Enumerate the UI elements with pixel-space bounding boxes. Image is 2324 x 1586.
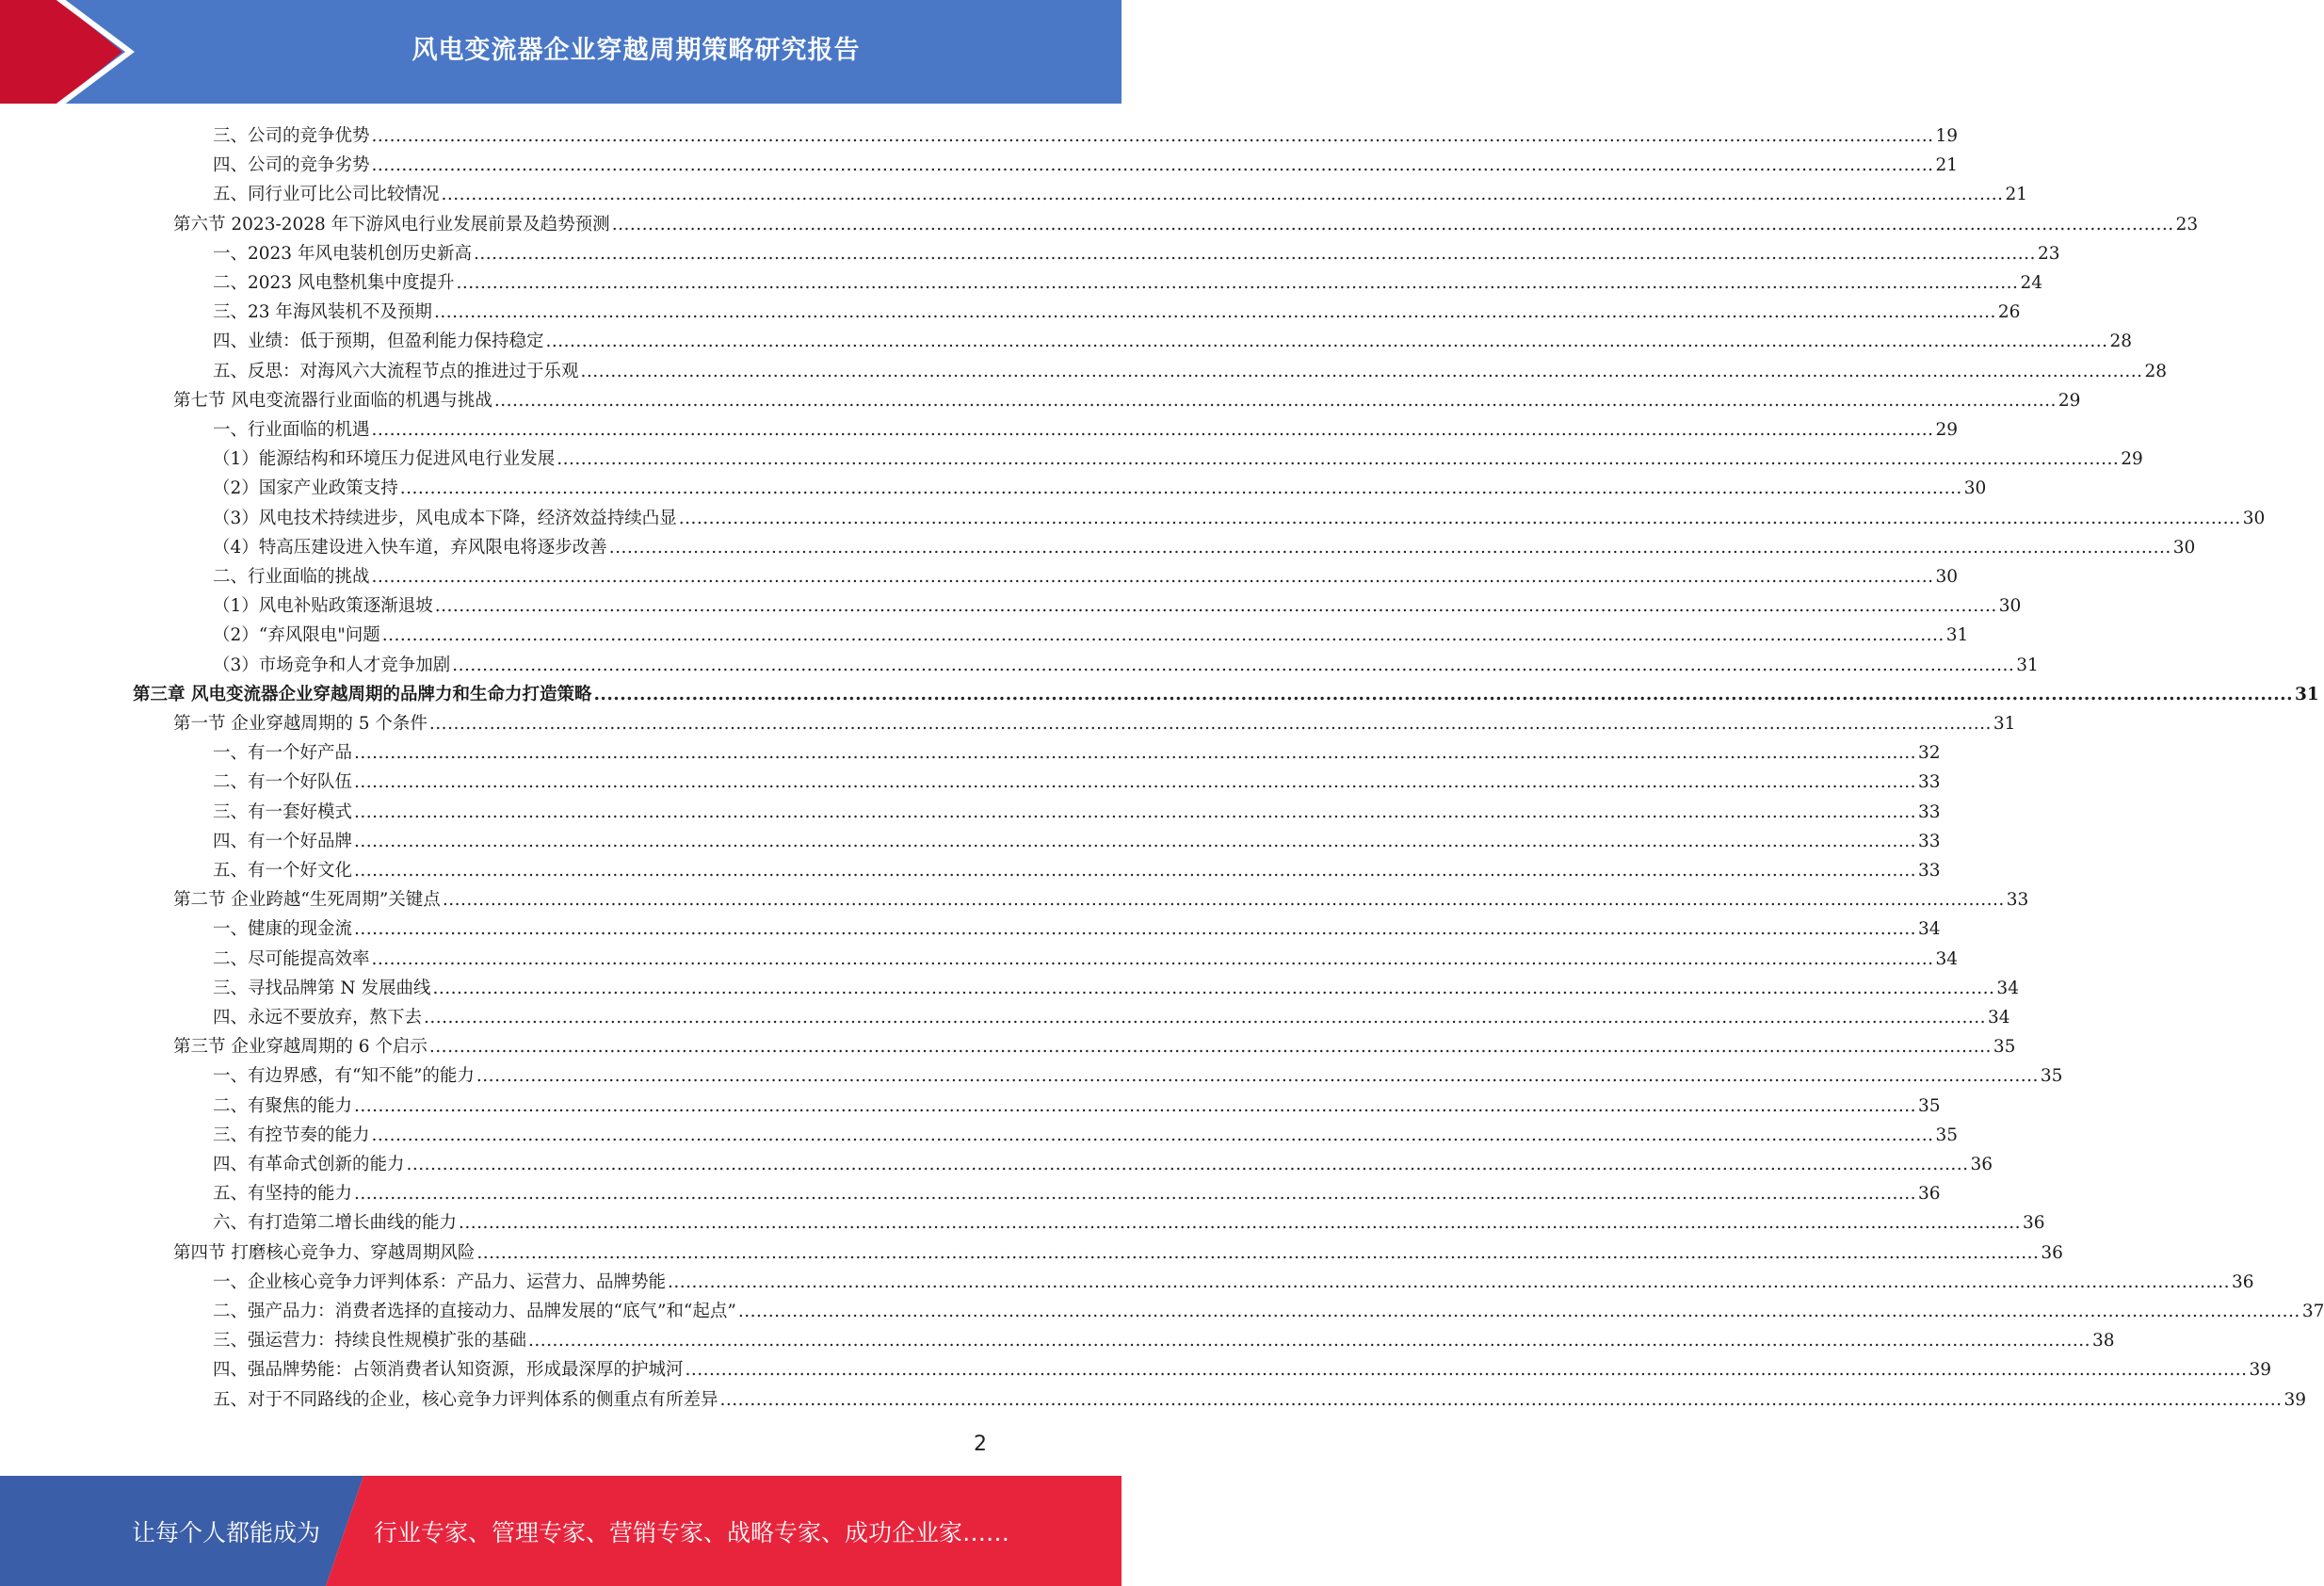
toc-entry[interactable] <box>173 1236 2063 1265</box>
toc-entry[interactable] <box>213 354 2168 383</box>
toc-entry[interactable] <box>213 1206 2045 1235</box>
toc-entry-page: 31 <box>2016 655 2039 675</box>
toc-entry-page: 39 <box>2249 1360 2272 1381</box>
toc-dot-leader: .................................................................................................................................................................................................................................................................... <box>381 625 1945 646</box>
toc-entry[interactable] <box>213 648 2039 677</box>
toc-entry-title: 四、永远不要放弃，熬下去 <box>213 1008 423 1028</box>
toc-entry-page: 30 <box>1963 478 1987 499</box>
toc-entry-title: （2）“弃风限电"问题 <box>213 625 380 646</box>
toc-dot-leader: .................................................................................................................................................................................................................................................................... <box>611 214 2174 235</box>
toc-entry[interactable] <box>213 236 2060 266</box>
toc-entry[interactable] <box>213 442 2143 471</box>
footer-slogan-left: 让每个人都能成为 <box>132 1518 321 1546</box>
toc-dot-leader: .................................................................................................................................................................................................................................................................... <box>371 155 1934 176</box>
toc-entry-page: 33 <box>1917 861 1941 881</box>
toc-entry-page: 31 <box>1993 714 2016 734</box>
toc-entry[interactable] <box>213 1000 2010 1029</box>
toc-entry[interactable] <box>213 119 1959 148</box>
toc-entry-page: 29 <box>2121 449 2143 470</box>
toc-entry[interactable] <box>213 148 1959 177</box>
toc-entry-title: 第七节 风电变流器行业面临的机遇与挑战 <box>173 390 492 411</box>
toc-entry-page: 34 <box>1987 1008 2010 1028</box>
toc-entry-title: 第六节 2023-2028 年下游风电行业发展前景及趋势预测 <box>173 214 610 235</box>
toc-entry[interactable] <box>173 882 2029 912</box>
toc-dot-leader: .................................................................................................................................................................................................................................................................... <box>545 332 2108 352</box>
toc-entry[interactable] <box>213 912 1941 941</box>
toc-dot-leader: .................................................................................................................................................................................................................................................................... <box>433 302 1996 323</box>
toc-entry[interactable] <box>213 1089 1941 1118</box>
toc-entry-page: 29 <box>1935 420 1959 440</box>
toc-entry-title: 五、同行业可比公司比较情况 <box>213 185 440 205</box>
toc-entry-title: 二、有一个好队伍 <box>213 772 353 793</box>
toc-entry[interactable] <box>173 706 2016 736</box>
toc-entry-title: 四、有革命式创新的能力 <box>213 1155 405 1174</box>
toc-dot-leader: .................................................................................................................................................................................................................................................................... <box>608 537 2171 558</box>
toc-entry-page: 26 <box>1997 302 2021 323</box>
toc-entry-title: （2）国家产业政策支持 <box>213 478 398 499</box>
toc-entry[interactable] <box>213 1352 2272 1382</box>
toc-entry-title: 二、有聚焦的能力 <box>213 1095 353 1116</box>
toc-dot-leader: .................................................................................................................................................................................................................................................................... <box>354 861 1916 881</box>
toc-entry-page: 36 <box>2041 1242 2063 1263</box>
toc-entry-title: 五、有坚持的能力 <box>213 1184 353 1205</box>
toc-entry-title: 四、强品牌势能：占领消费者认知资源，形成最深厚的护城河 <box>213 1360 684 1381</box>
toc-dot-leader: .................................................................................................................................................................................................................................................................... <box>371 1125 1934 1145</box>
toc-entry-title: 五、有一个好文化 <box>213 861 353 881</box>
toc-entry-page: 31 <box>2295 684 2319 704</box>
toc-entry-title: 三、23 年海风装机不及预期 <box>213 302 432 323</box>
toc-entry-page: 34 <box>1996 978 2019 998</box>
toc-entry-page: 34 <box>1935 948 1959 969</box>
toc-entry[interactable] <box>213 471 1987 500</box>
toc-entry-title: 一、有一个好产品 <box>213 743 353 764</box>
toc-dot-leader: .................................................................................................................................................................................................................................................................... <box>493 390 2057 411</box>
toc-entry-page: 35 <box>2040 1066 2063 1087</box>
toc-entry-title: 二、2023 风电整机集中度提升 <box>213 273 455 293</box>
toc-entry[interactable] <box>213 324 2133 353</box>
toc-entry-page: 30 <box>2172 537 2196 558</box>
toc-entry-page: 37 <box>2301 1302 2324 1321</box>
page-number: 2 <box>974 1432 987 1456</box>
header-arrow-graphic <box>0 0 151 104</box>
toc-entry-page: 23 <box>2175 214 2199 235</box>
page-header <box>0 0 1122 104</box>
toc-dot-leader: .................................................................................................................................................................................................................................................................... <box>452 655 2015 675</box>
toc-dot-leader: .................................................................................................................................................................................................................................................................... <box>354 743 1916 764</box>
toc-entry-title: 三、寻找品牌第 N 发展曲线 <box>213 978 431 998</box>
footer-slogan-right: 行业专家、管理专家、营销专家、战略专家、成功企业家…… <box>374 1518 1010 1546</box>
toc-dot-leader: .................................................................................................................................................................................................................................................................... <box>442 890 2005 911</box>
toc-dot-leader: .................................................................................................................................................................................................................................................................... <box>354 772 1916 793</box>
toc-dot-leader: .................................................................................................................................................................................................................................................................... <box>434 596 1997 617</box>
toc-entry[interactable] <box>213 266 2042 295</box>
toc-entry[interactable] <box>213 413 1959 442</box>
toc-entry-page: 28 <box>2144 361 2168 381</box>
toc-dot-leader: .................................................................................................................................................................................................................................................................... <box>678 508 2241 528</box>
toc-entry[interactable] <box>213 618 1969 647</box>
toc-entry[interactable] <box>213 942 1959 971</box>
toc-entry[interactable] <box>213 1147 1993 1176</box>
page-footer <box>0 1476 1122 1586</box>
toc-entry-page: 30 <box>1935 567 1959 587</box>
toc-entry[interactable] <box>213 765 1941 794</box>
toc-dot-leader: .................................................................................................................................................................................................................................................................... <box>557 449 2120 470</box>
toc-entry-title: 第三章 风电变流器企业穿越周期的品牌力和生命力打造策略 <box>133 684 592 704</box>
toc-entry-title: 第四节 打磨核心竞争力、穿越周期风险 <box>173 1242 476 1263</box>
toc-dot-leader: .................................................................................................................................................................................................................................................................... <box>354 919 1916 940</box>
toc-entry-title: 三、强运营力：持续良性规模扩张的基础 <box>213 1331 527 1351</box>
toc-entry-title: 四、有一个好品牌 <box>213 831 353 851</box>
toc-entry-page: 33 <box>2006 890 2029 911</box>
toc-entry-title: 三、公司的竞争优势 <box>213 126 370 146</box>
toc-entry-title: 一、企业核心竞争力评判体系：产品力、运营力、品牌势能 <box>213 1271 667 1292</box>
toc-entry-page: 19 <box>1935 126 1959 146</box>
toc-entry[interactable] <box>213 1059 2063 1088</box>
toc-entry-title: 二、强产品力：消费者选择的直接动力、品牌发展的“底气”和“起点” <box>213 1302 736 1321</box>
toc-entry[interactable] <box>213 795 1941 824</box>
toc-dot-leader: .................................................................................................................................................................................................................................................................... <box>371 948 1934 969</box>
toc-entry-title: 四、公司的竞争劣势 <box>213 155 370 176</box>
toc-dot-leader: .................................................................................................................................................................................................................................................................... <box>459 1213 2021 1234</box>
toc-entry[interactable] <box>213 853 1941 882</box>
toc-entry-page: 31 <box>1945 625 1969 646</box>
toc-dot-leader: .................................................................................................................................................................................................................................................................... <box>473 243 2036 264</box>
toc-entry-page: 32 <box>1917 743 1941 764</box>
toc-entry-page: 34 <box>1917 919 1941 940</box>
toc-dot-leader: .................................................................................................................................................................................................................................................................... <box>371 126 1934 146</box>
toc-entry-title: 第一节 企业穿越周期的 5 个条件 <box>173 714 428 734</box>
toc-entry-title: 一、行业面临的机遇 <box>213 420 370 440</box>
toc-dot-leader: .................................................................................................................................................................................................................................................................... <box>354 1095 1916 1116</box>
toc-entry[interactable] <box>213 824 1941 853</box>
toc-entry-page: 23 <box>2037 243 2060 264</box>
toc-entry[interactable] <box>173 1029 2016 1059</box>
toc-entry-page: 33 <box>1917 772 1941 793</box>
toc-entry[interactable] <box>213 1176 1941 1206</box>
toc-entry-page: 36 <box>1917 1184 1941 1205</box>
toc-dot-leader: .................................................................................................................................................................................................................................................................... <box>371 420 1934 440</box>
toc-dot-leader: .................................................................................................................................................................................................................................................................... <box>354 1184 1916 1205</box>
toc-entry-title: 六、有打造第二增长曲线的能力 <box>213 1213 458 1234</box>
toc-entry-title: 五、对于不同路线的企业，核心竞争力评判体系的侧重点有所差异 <box>213 1389 718 1410</box>
toc-entry-title: 二、行业面临的挑战 <box>213 567 370 587</box>
toc-entry-page: 30 <box>1998 596 2022 617</box>
toc-dot-leader: .................................................................................................................................................................................................................................................................... <box>428 714 1992 734</box>
toc-entry[interactable] <box>213 971 2019 1000</box>
toc-entry-page: 35 <box>1993 1037 2016 1058</box>
toc-entry[interactable] <box>213 1118 1959 1147</box>
toc-entry-page: 28 <box>2109 332 2133 352</box>
toc-dot-leader: .................................................................................................................................................................................................................................................................... <box>371 567 1934 587</box>
toc-dot-leader: .................................................................................................................................................................................................................................................................... <box>406 1155 1969 1174</box>
toc-entry[interactable] <box>213 1383 2307 1412</box>
toc-entry[interactable] <box>213 589 2022 618</box>
toc-entry-title: 四、业绩：低于预期，但盈利能力保持稳定 <box>213 332 544 352</box>
toc-dot-leader: .................................................................................................................................................................................................................................................................... <box>428 1037 1992 1058</box>
toc-dot-leader: .................................................................................................................................................................................................................................................................... <box>668 1271 2230 1292</box>
toc-entry-title: 五、反思：对海风六大流程节点的推进过于乐观 <box>213 361 579 381</box>
toc-entry[interactable] <box>213 295 2021 324</box>
toc-entry[interactable] <box>173 207 2199 236</box>
toc-entry-title: 第三节 企业穿越周期的 6 个启示 <box>173 1037 428 1058</box>
toc-entry-title: 三、有一套好模式 <box>213 801 353 822</box>
toc-entry-title: （1）能源结构和环境压力促进风电行业发展 <box>213 449 556 470</box>
toc-entry[interactable] <box>213 1265 2254 1294</box>
toc-entry-page: 21 <box>1935 155 1959 176</box>
toc-entry-page: 30 <box>2242 508 2266 528</box>
toc-entry-title: （3）风电技术持续进步，风电成本下降，经济效益持续凸显 <box>213 508 677 528</box>
toc-entry[interactable] <box>213 1294 2324 1323</box>
toc-entry-page: 36 <box>2022 1213 2045 1234</box>
toc-entry-page: 39 <box>2284 1389 2307 1410</box>
toc-entry[interactable] <box>213 530 2196 559</box>
toc-entry-page: 35 <box>1935 1125 1959 1145</box>
toc-entry-page: 29 <box>2058 390 2081 411</box>
toc-dot-leader: .................................................................................................................................................................................................................................................................... <box>456 273 2019 293</box>
toc-entry-title: 一、2023 年风电装机创历史新高 <box>213 243 472 264</box>
toc-entry[interactable] <box>173 383 2081 413</box>
toc-entry[interactable] <box>213 501 2266 530</box>
toc-entry[interactable] <box>213 736 1941 765</box>
toc-entry-title: 一、有边界感，有“知不能”的能力 <box>213 1066 475 1087</box>
toc-entry-title: （1）风电补贴政策逐渐退坡 <box>213 596 433 617</box>
toc-dot-leader: .................................................................................................................................................................................................................................................................... <box>719 1389 2283 1410</box>
toc-entry-title: 一、健康的现金流 <box>213 919 353 940</box>
toc-dot-leader: .................................................................................................................................................................................................................................................................... <box>476 1066 2039 1087</box>
toc-dot-leader: .................................................................................................................................................................................................................................................................... <box>441 185 2004 205</box>
toc-entry-page: 38 <box>2091 1331 2115 1351</box>
toc-entry[interactable] <box>213 177 2028 206</box>
toc-entry-page: 24 <box>2020 273 2042 293</box>
toc-dot-leader: .................................................................................................................................................................................................................................................................... <box>424 1008 1986 1028</box>
toc-dot-leader: .................................................................................................................................................................................................................................................................... <box>399 478 1962 499</box>
toc-dot-leader: .................................................................................................................................................................................................................................................................... <box>580 361 2143 381</box>
report-title: 风电变流器企业穿越周期策略研究报告 <box>412 35 861 65</box>
toc-entry[interactable] <box>133 677 2319 706</box>
toc-dot-leader: .................................................................................................................................................................................................................................................................... <box>685 1360 2248 1381</box>
toc-entry-page: 21 <box>2005 185 2028 205</box>
toc-dot-leader: .................................................................................................................................................................................................................................................................... <box>528 1331 2090 1351</box>
toc-dot-leader: .................................................................................................................................................................................................................................................................... <box>432 978 1995 998</box>
toc-entry-title: （4）特高压建设进入快车道，弃风限电将逐步改善 <box>213 537 607 558</box>
toc-entry-page: 36 <box>1970 1155 1993 1174</box>
toc-dot-leader: .................................................................................................................................................................................................................................................................... <box>593 684 2294 704</box>
toc-entry-page: 33 <box>1917 831 1941 851</box>
toc-entry-page: 33 <box>1917 801 1941 822</box>
toc-entry-page: 36 <box>2231 1271 2254 1292</box>
toc-entry-title: 三、有控节奏的能力 <box>213 1125 370 1145</box>
toc-entry[interactable] <box>213 1323 2115 1352</box>
toc-entry-title: （3）市场竞争和人才竞争加剧 <box>213 655 451 675</box>
toc-entry-page: 35 <box>1917 1095 1941 1116</box>
toc-dot-leader: .................................................................................................................................................................................................................................................................... <box>354 801 1916 822</box>
toc-entry-title: 二、尽可能提高效率 <box>213 948 370 969</box>
toc-dot-leader: .................................................................................................................................................................................................................................................................... <box>737 1302 2300 1321</box>
toc-entry[interactable] <box>213 559 1959 589</box>
toc-entry-title: 第二节 企业跨越“生死周期”关键点 <box>173 890 441 911</box>
toc-dot-leader: .................................................................................................................................................................................................................................................................... <box>354 831 1916 851</box>
toc-dot-leader: .................................................................................................................................................................................................................................................................... <box>476 1242 2040 1263</box>
